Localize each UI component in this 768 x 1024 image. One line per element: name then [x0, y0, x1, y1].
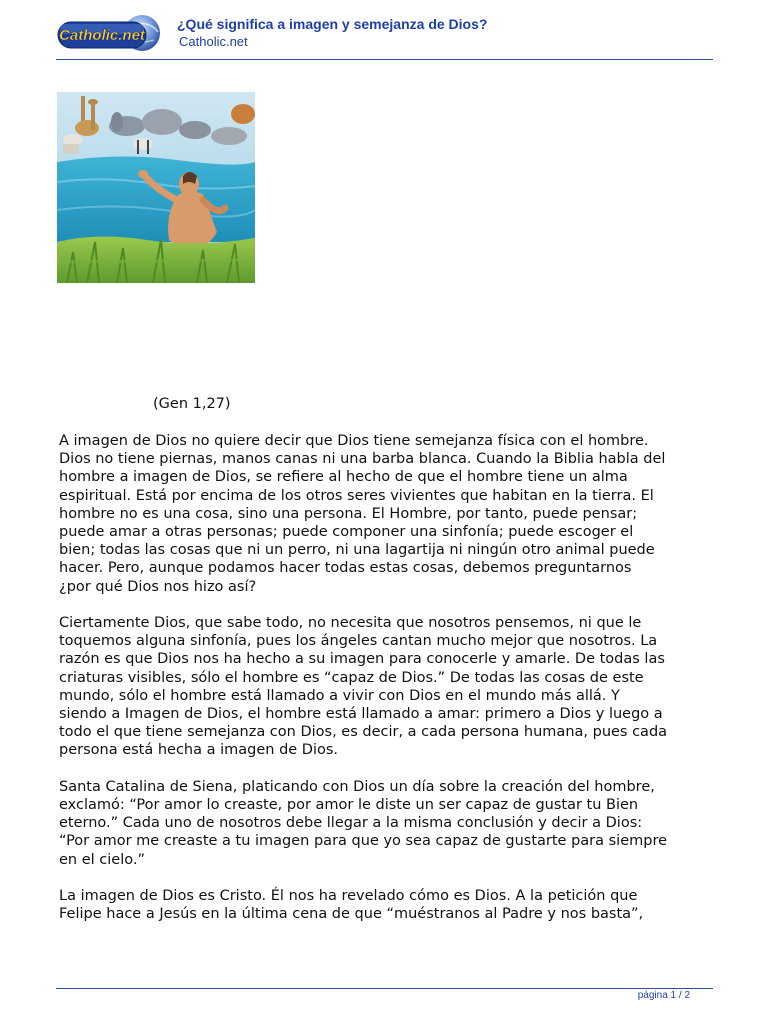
paragraph: La imagen de Dios es Cristo. Él nos ha revelado cómo es Dios. A la petición que Felipe hace a Jesús en la última cena de que “muéstranos al Padre y nos basta”, [59, 888, 644, 923]
paragraph: Ciertamente Dios, que sabe todo, no necesita que nosotros pensemos, ni que le toquemos alguna sinfonía, pues los ángeles cantan mucho mejor que nosotros. La razón es que Dios nos ha hecho a su imagen para conocerle y amarle. De todas las criaturas visibles, sólo el hombre es “capaz de Dios.” De todas las cosas de este mundo, sólo el hombre está llamado a vivir con Dios en el mundo más allá. Y siendo a Imagen de Dios, el hombre está llamado a amar: primero a Dios y luego a todo el que tiene semejanza con Dios, es decir, a cada persona humana, pues cada persona está hecha a imagen de Dios. [59, 615, 668, 759]
citation: (Gen 1,27) [153, 396, 231, 412]
page-number: página 1 / 2 [637, 990, 690, 1001]
logo-text: Catholic.net [59, 27, 145, 44]
footer-divider [56, 988, 713, 989]
header-divider [56, 59, 713, 60]
document-title[interactable]: ¿Qué significa a imagen y semejanza de Dios? [177, 16, 488, 32]
paragraph: Santa Catalina de Siena, platicando con Dios un día sobre la creación del hombre, exclamó: “Por amor lo creaste, por amor le diste un ser capaz de gustar tu Bien eterno.” Cada uno de nosotros debe llegar a la misma conclusión y decir a Dios: “Por amor me creaste a tu imagen para que yo sea capaz de gustarte para siempre en el cielo.” [59, 778, 668, 868]
article-body [59, 432, 719, 942]
site-name[interactable]: Catholic.net [179, 34, 248, 49]
catholic-net-logo[interactable] [56, 14, 162, 54]
creation-illustration [57, 92, 255, 283]
page-header [56, 12, 713, 60]
paragraph: A imagen de Dios no quiere decir que Dios tiene semejanza física con el hombre. Dios no tiene piernas, manos canas ni una barba blanca. Cuando la Biblia habla del hombre a imagen de Dios, se refiere al hecho de que el hombre tiene un alma espiritual. Está por encima de los otros seres vivientes que habitan en la tierra. El hombre no es una cosa, sino una persona. El Hombre, por tanto, puede pensar; puede amar a otras personas; puede componer una sinfonía; puede escoger el bien; todas las cosas que ni un perro, ni una lagartija ni ningún otro animal puede hacer. Pero, aunque podamos hacer todas estas cosas, debemos preguntarnos ¿por qué Dios nos hizo así? [59, 433, 666, 595]
